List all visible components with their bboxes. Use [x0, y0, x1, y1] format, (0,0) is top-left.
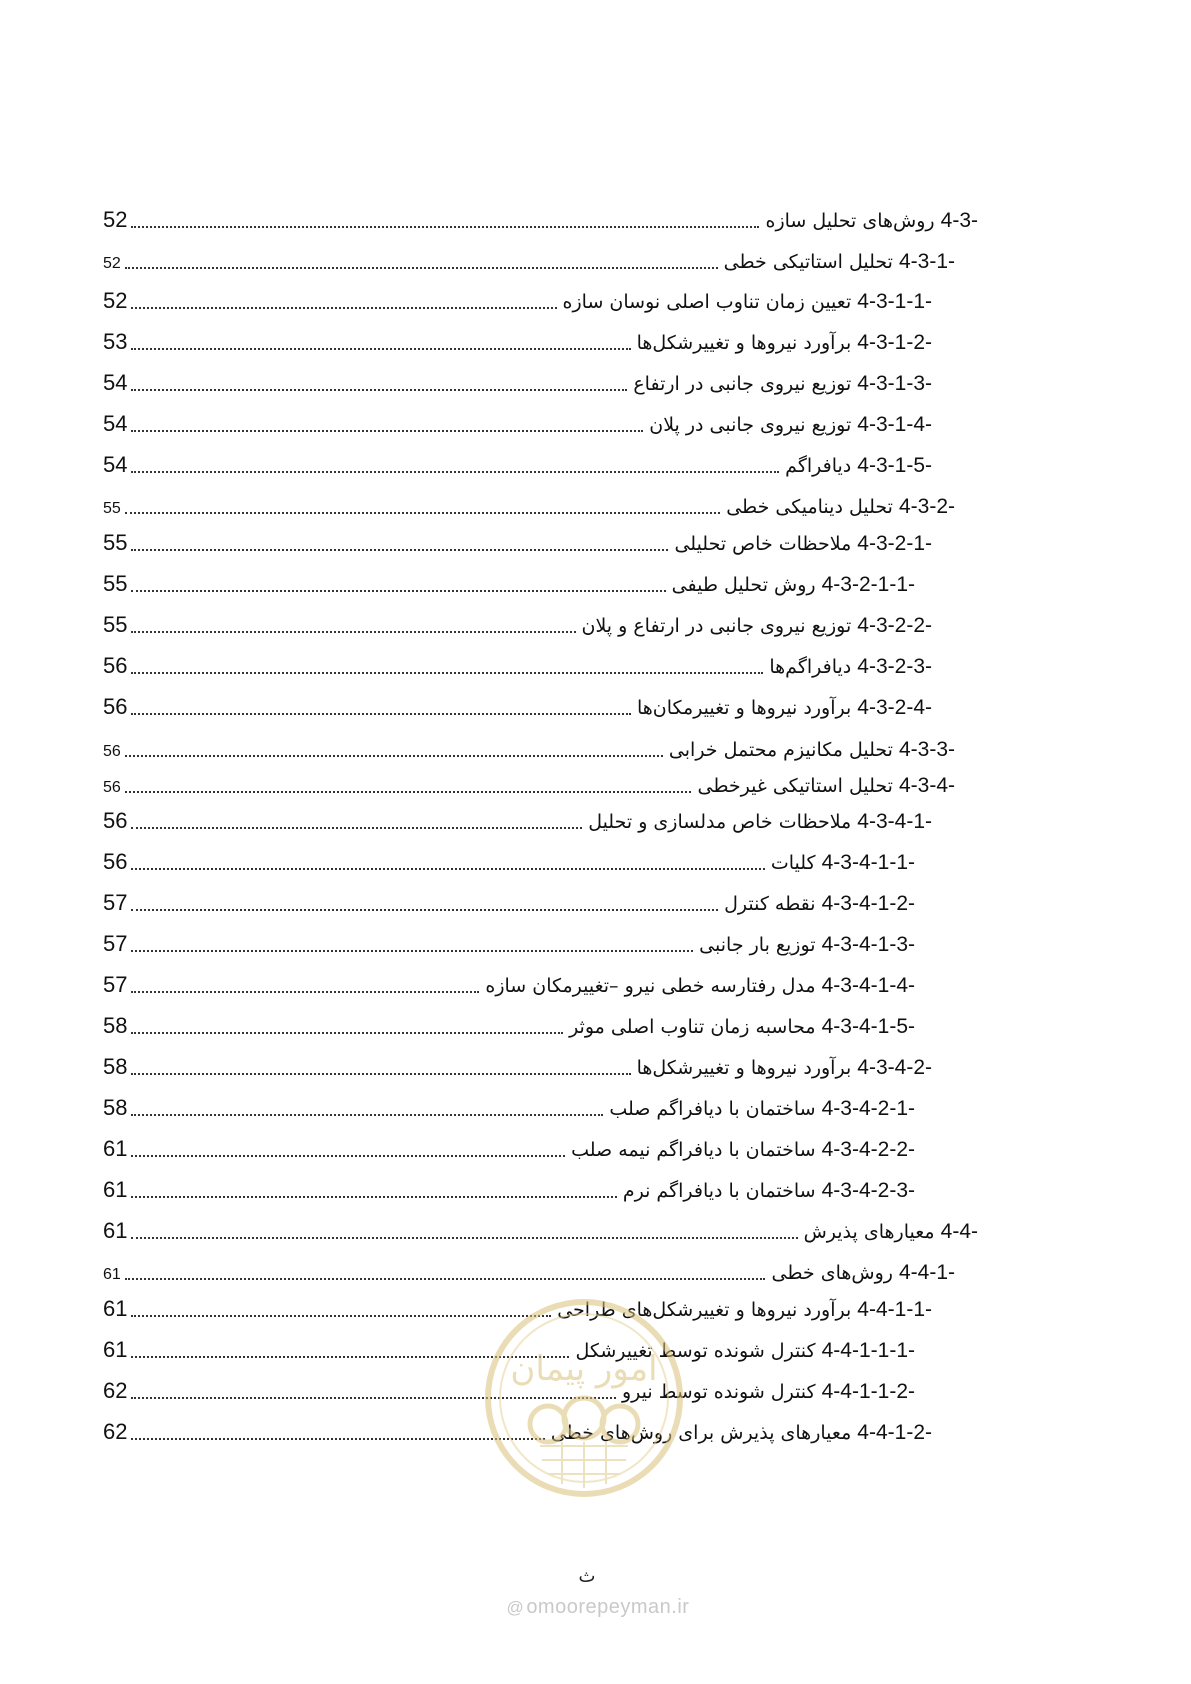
- toc-section-title: روش‌های خطی: [771, 1262, 893, 1284]
- toc-section-number: 4-3-4-1-2-: [821, 892, 915, 915]
- toc-section-title: تحلیل استاتیکی غیرخطی: [697, 775, 893, 797]
- dot-leader: [125, 267, 718, 269]
- toc-section-number: 4-3-1-: [898, 250, 955, 273]
- toc-section-title: معیارهای پذیرش برای روش‌های خطی: [550, 1422, 852, 1444]
- toc-entry-label: [674, 533, 932, 554]
- toc-page-number: 55: [103, 612, 128, 637]
- toc-section-number: 4-3-4-2-3-: [821, 1179, 915, 1202]
- dot-leader: [131, 909, 718, 911]
- toc-page-number: 61: [103, 1136, 128, 1161]
- toc-section-number: 4-4-1-2-: [857, 1421, 932, 1444]
- toc-entry[interactable]: [103, 1048, 932, 1078]
- toc-entry[interactable]: [103, 364, 932, 394]
- toc-section-number: 4-4-1-1-2-: [821, 1380, 915, 1403]
- toc-page-number: 56: [103, 849, 128, 874]
- toc-section-number: 4-3-4-: [898, 774, 955, 797]
- toc-entry-label: [699, 934, 915, 955]
- toc-page-number: 56: [103, 808, 128, 833]
- toc-section-number: 4-3-1-2-: [857, 331, 932, 354]
- toc-entry-label: [649, 414, 932, 435]
- toc-entry[interactable]: [103, 405, 932, 435]
- toc-page-number: 61: [103, 1177, 128, 1202]
- toc-page-number: 58: [103, 1054, 128, 1079]
- toc-section-title: تحلیل دینامیکی خطی: [726, 496, 893, 518]
- toc-section-number: 4-3-1-5-: [857, 454, 932, 477]
- toc-page-number: 56: [103, 779, 121, 796]
- toc-page-number: 58: [103, 1095, 128, 1120]
- dot-leader: [131, 348, 630, 350]
- dot-leader: [131, 950, 693, 952]
- toc-section-title: برآورد نیروها و تغییرشکل‌های طراحی: [557, 1299, 852, 1321]
- toc-section-number: 4-4-1-1-: [857, 1298, 932, 1321]
- toc-entry-label: [571, 1139, 915, 1160]
- watermark-site: omoorepeyman.ir: [526, 1596, 690, 1618]
- toc-section-number: 4-4-1-: [898, 1261, 955, 1284]
- toc-entry[interactable]: [103, 1212, 978, 1242]
- toc-page-number: 58: [103, 1013, 128, 1038]
- dot-leader: [131, 672, 763, 674]
- toc-entry-label: [588, 811, 932, 832]
- toc-page-number: 61: [103, 1296, 128, 1321]
- toc-entry-label: [637, 332, 932, 353]
- toc-section-title: توزیع نیروی جانبی در ارتفاع: [633, 373, 852, 395]
- dot-leader: [125, 755, 663, 757]
- toc-section-title: محاسبه زمان تناوب اصلی موثر: [569, 1016, 816, 1038]
- toc-page-number: 56: [103, 694, 128, 719]
- dot-leader: [131, 226, 759, 228]
- toc-page-number: 61: [103, 1337, 128, 1362]
- toc-section-title: ساختمان با دیافراگم صلب: [609, 1098, 816, 1120]
- dot-leader: [131, 991, 479, 993]
- toc-page-number: 54: [103, 452, 128, 477]
- toc-entry-label: [485, 975, 915, 996]
- toc-section-number: 4-3-4-1-5-: [821, 1015, 915, 1038]
- page-number: ث: [578, 1566, 596, 1587]
- dot-leader: [131, 307, 556, 309]
- toc-entry[interactable]: [103, 1089, 915, 1119]
- toc-entry[interactable]: [103, 1007, 915, 1037]
- toc-page-number: 54: [103, 370, 128, 395]
- toc-section-number: 4-3-4-2-2-: [821, 1138, 915, 1161]
- toc-entry-label: [726, 496, 955, 517]
- toc-entry[interactable]: [103, 802, 932, 832]
- toc-entry-label: [623, 1180, 915, 1201]
- toc-page-number: 62: [103, 1378, 128, 1403]
- toc-section-number: 4-3-1-1-: [857, 290, 932, 313]
- dot-leader: [131, 868, 764, 870]
- dot-leader: [131, 590, 665, 592]
- toc-page-number: 52: [103, 288, 128, 313]
- dot-leader: [131, 549, 668, 551]
- toc-page-number: 57: [103, 890, 128, 915]
- toc-section-title: کلیات: [770, 852, 816, 874]
- toc-entry[interactable]: [103, 766, 955, 796]
- dot-leader: [131, 1196, 616, 1198]
- toc-section-title: توزیع نیروی جانبی در ارتفاع و پلان: [581, 615, 852, 637]
- toc-page-number: 61: [103, 1266, 121, 1283]
- toc-page-number: 57: [103, 972, 128, 997]
- toc-entry[interactable]: [103, 1253, 955, 1283]
- toc-entry[interactable]: [103, 884, 915, 914]
- dot-leader: [131, 1114, 603, 1116]
- toc-entry-label: [769, 656, 932, 677]
- toc-section-title: ساختمان با دیافراگم نیمه صلب: [571, 1139, 816, 1161]
- toc-section-title: ملاحظات خاص تحلیلی: [674, 533, 852, 555]
- dot-leader: [131, 1155, 565, 1157]
- toc-entry[interactable]: [103, 843, 915, 873]
- toc-section-number: 4-4-: [940, 1220, 978, 1243]
- toc-entry-label: [582, 615, 932, 636]
- toc-entry[interactable]: [103, 446, 932, 476]
- dot-leader: [131, 827, 582, 829]
- toc-section-title: توزیع نیروی جانبی در پلان: [649, 414, 852, 436]
- toc-page-number: 55: [103, 500, 121, 517]
- dot-leader: [131, 1237, 797, 1239]
- toc-page-number: 57: [103, 931, 128, 956]
- toc-page-number: 56: [103, 653, 128, 678]
- toc-section-number: 4-3-2-1-1-: [821, 573, 915, 596]
- toc-section-title: مدل رفتارسه خطی نیرو –تغییرمکان سازه: [485, 975, 816, 997]
- toc-entry[interactable]: [103, 524, 932, 554]
- toc-section-number: 4-3-3-: [898, 738, 955, 761]
- toc-section-title: دیافراگم: [785, 455, 852, 477]
- toc-entry[interactable]: [103, 1130, 915, 1160]
- toc-section-number: 4-3-4-1-: [857, 810, 932, 833]
- toc-entry[interactable]: [103, 487, 955, 517]
- toc-entry-label: [724, 893, 915, 914]
- watermark-seal: [482, 1296, 686, 1500]
- toc-page-number: 56: [103, 743, 121, 760]
- toc-section-number: 4-3-1-3-: [857, 372, 932, 395]
- toc-section-number: 4-3-4-2-: [857, 1056, 932, 1079]
- toc-section-number: 4-3-2-4-: [857, 696, 932, 719]
- toc-entry-label: [771, 852, 915, 873]
- toc-page-number: 55: [103, 530, 128, 555]
- toc-entry[interactable]: [103, 201, 978, 231]
- toc-entry-label: [672, 574, 915, 595]
- toc-section-title: تعیین زمان تناوب اصلی نوسان سازه: [562, 291, 852, 313]
- toc-entry[interactable]: [103, 606, 932, 636]
- toc-entry[interactable]: [103, 1171, 915, 1201]
- toc-section-number: 4-3-4-1-3-: [821, 933, 915, 956]
- toc-section-number: 4-3-2-3-: [857, 655, 932, 678]
- toc-section-number: 4-3-2-2-: [857, 614, 932, 637]
- toc-entry[interactable]: [103, 730, 955, 760]
- toc-section-title: کنترل شونده توسط تغییرشکل: [575, 1340, 816, 1362]
- seal-text: امور پیمان: [510, 1349, 658, 1389]
- toc-section-title: دیافراگم‌ها: [769, 656, 852, 678]
- toc-entry[interactable]: [103, 688, 932, 718]
- toc-entry[interactable]: [103, 282, 932, 312]
- toc-entry-label: [569, 1016, 915, 1037]
- toc-entry[interactable]: [103, 647, 932, 677]
- toc-section-number: 4-3-4-1-1-: [821, 851, 915, 874]
- dot-leader: [131, 631, 575, 633]
- toc-section-title: ملاحظات خاص مدلسازی و تحلیل: [588, 811, 852, 833]
- toc-section-number: 4-3-2-1-: [857, 532, 932, 555]
- toc-section-number: 4-3-1-4-: [857, 413, 932, 436]
- toc-entry-label: [563, 291, 932, 312]
- toc-entry-label: [669, 739, 955, 760]
- toc-page-number: 53: [103, 329, 128, 354]
- toc-section-title: برآورد نیروها و تغییرشکل‌ها: [636, 332, 852, 354]
- toc-entry[interactable]: [103, 966, 915, 996]
- toc-entry-label: [637, 1057, 932, 1078]
- dot-leader: [131, 430, 643, 432]
- dot-leader: [131, 713, 630, 715]
- dot-leader: [125, 512, 720, 514]
- dot-leader: [131, 1032, 563, 1034]
- toc-section-title: روش‌های تحلیل سازه: [765, 210, 935, 232]
- toc-entry[interactable]: [103, 323, 932, 353]
- toc-page-number: 54: [103, 411, 128, 436]
- toc-section-number: 4-3-4-1-4-: [821, 974, 915, 997]
- dot-leader: [131, 1073, 630, 1075]
- toc-entry-label: [724, 251, 955, 272]
- toc-section-title: برآورد نیروها و تغییرمکان‌ها: [636, 697, 852, 719]
- toc-entry[interactable]: [103, 925, 915, 955]
- toc-section-title: برآورد نیروها و تغییرشکل‌ها: [636, 1057, 852, 1079]
- toc-section-title: ساختمان با دیافراگم نرم: [622, 1180, 816, 1202]
- toc-section-number: 4-4-1-1-1-: [821, 1339, 915, 1362]
- toc-section-title: تحلیل مکانیزم محتمل خرابی: [668, 739, 893, 761]
- toc-section-number: 4-3-: [940, 209, 978, 232]
- toc-section-number: 4-3-4-2-1-: [821, 1097, 915, 1120]
- toc-entry-label: [637, 697, 932, 718]
- toc-entry-label: [765, 210, 978, 231]
- toc-entry-label: [804, 1221, 978, 1242]
- toc-section-title: توزیع بار جانبی: [699, 934, 816, 956]
- toc-page-number: 61: [103, 1218, 128, 1243]
- toc-section-title: روش تحلیل طیفی: [671, 574, 816, 596]
- dot-leader: [125, 791, 692, 793]
- at-icon: @: [506, 1598, 525, 1617]
- toc-section-title: تحلیل استاتیکی خطی: [723, 251, 893, 273]
- watermark-url: [488, 1596, 708, 1619]
- toc-entry[interactable]: [103, 565, 915, 595]
- toc-section-number: 4-3-2-: [898, 495, 955, 518]
- toc-page-number: 62: [103, 1419, 128, 1444]
- toc-page-number: 52: [103, 255, 121, 272]
- dot-leader: [125, 1278, 766, 1280]
- toc-section-title: معیارهای پذیرش: [803, 1221, 935, 1243]
- dot-leader: [131, 389, 627, 391]
- dot-leader: [131, 471, 779, 473]
- toc-entry[interactable]: [103, 242, 955, 272]
- toc-entry-label: [785, 455, 932, 476]
- toc-page-number: 52: [103, 207, 128, 232]
- toc-section-title: نقطه کنترل: [724, 893, 816, 915]
- toc-entry-label: [697, 775, 955, 796]
- toc-page-number: 55: [103, 571, 128, 596]
- toc-entry-label: [771, 1262, 955, 1283]
- toc-entry-label: [609, 1098, 915, 1119]
- toc-entry-label: [633, 373, 932, 394]
- toc-section-title: کنترل شونده توسط نیرو: [621, 1381, 816, 1403]
